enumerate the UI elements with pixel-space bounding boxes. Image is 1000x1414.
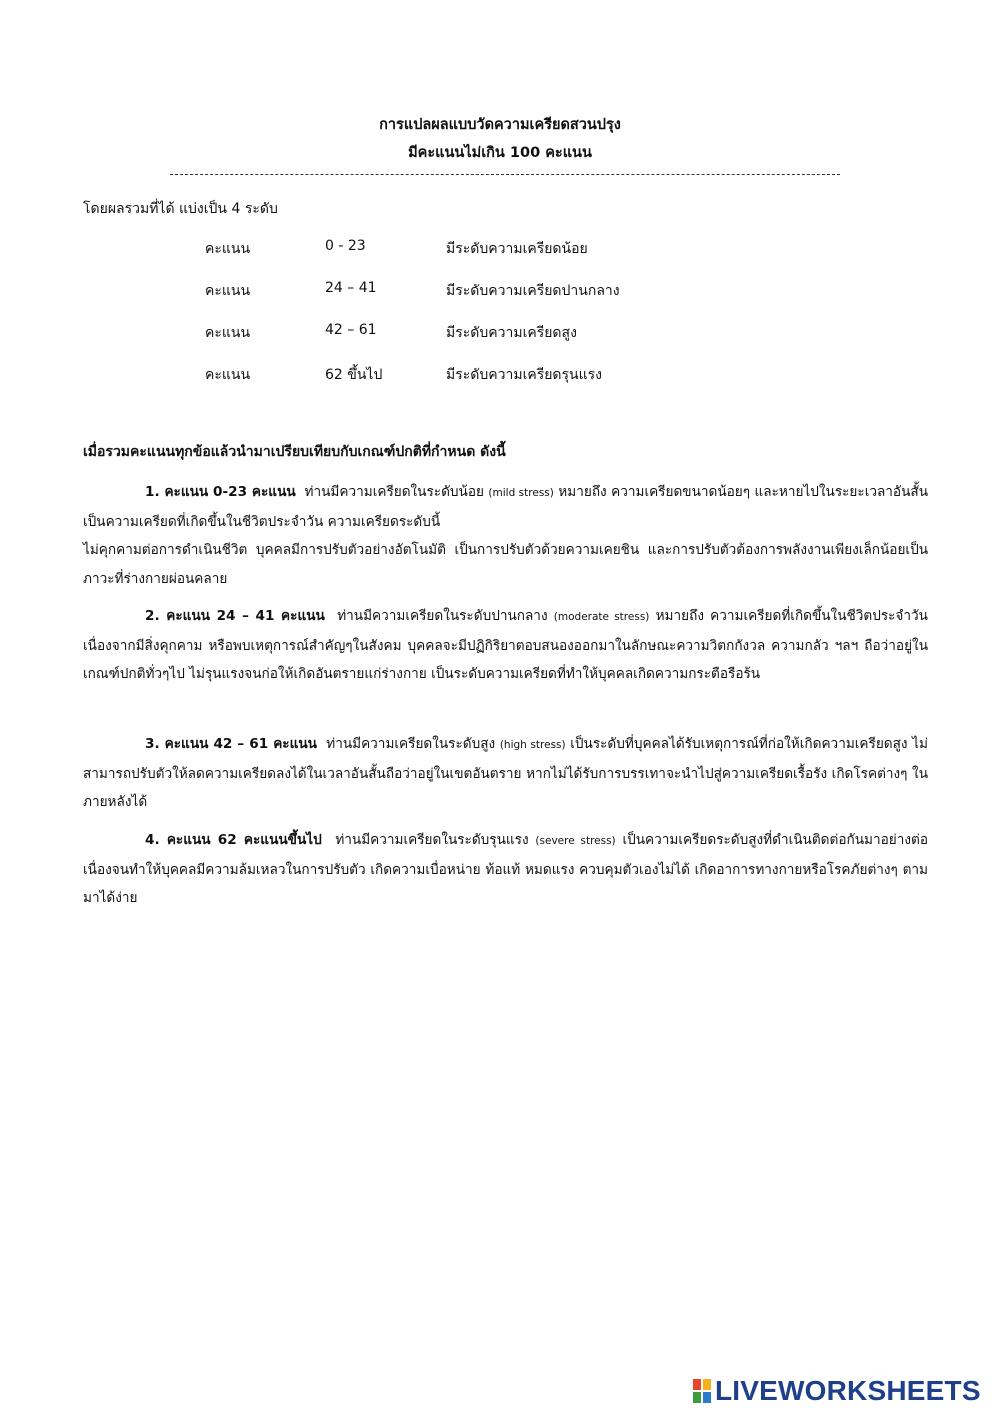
score-level-row [0,322,1000,344]
paragraph-body: หมายถึง ความเครียดที่เกิดขึ้นในชีวิตประจำวันเนื่องจากมีสิ่งคุกคาม หรือพบเหตุการณ์สำคัญๆในสังคม บุคคลจะมีปฏิกิริยาตอบสนองออกมาในลักษณะความวิตกกังวล ความกลัว ฯลฯ ถือว่าอยู่ในเกณฑ์ปกติทั่วๆไป ไม่รุนแรงจนก่อให้เกิดอันตรายแก่ร่างกาย เป็นระดับความเครียดที่ทำให้บุคคลเกิดความกระตือรือร้น [83,608,928,682]
score-level-row [0,364,1000,386]
english-term: (moderate stress) [553,611,650,623]
paragraph-intro: ท่านมีความเครียดในระดับปานกลาง [337,608,548,624]
level-label: คะแนน [205,241,251,257]
score-level-row [0,280,1000,302]
paragraph-lead: 4. คะแนน 62 คะแนนขึ้นไป [145,832,322,848]
section-heading: เมื่อรวมคะแนนทุกข้อแล้วนำมาเปรียบเทียบกับเกณฑ์ปกติที่กำหนด ดังนี้ [83,444,506,460]
paragraph-lead: 3. คะแนน 42 – 61 คะแนน [145,736,317,752]
score-level-row [0,238,1000,260]
level-range: 0 - 23 [325,238,366,254]
logo-blocks-icon [693,1379,711,1403]
level-label: คะแนน [205,367,251,383]
level-meaning: มีระดับความเครียดรุนแรง [446,367,602,383]
logo-block [693,1392,701,1403]
paragraph-intro: ท่านมีความเครียดในระดับน้อย [304,484,484,500]
level-description-1 [83,478,928,593]
paragraph-body-continued: ไม่คุกคามต่อการดำเนินชีวิต บุคคลมีการปรับตัวอย่างอัตโนมัติ เป็นการปรับตัวด้วยความเคยชิน และการปรับตัวต้องการพลังงานเพียงเล็กน้อยเป็นภาวะที่ร่างกายผ่อนคลาย [83,542,928,587]
paragraph-body: เป็นระดับที่บุคคลได้รับเหตุการณ์ที่ก่อให้เกิดความเครียดสูง ไม่สามารถปรับตัวให้ลดความเครียดลงได้ในเวลาอันสั้นถือว่าอยู่ในเขตอันตราย หากไม่ได้รับการบรรเทาจะนำไปสู่ความเครียดเรื้อรัง เกิดโรคต่างๆ ในภายหลังได้ [83,736,928,810]
paragraph-intro: ท่านมีความเครียดในระดับสูง [326,736,496,752]
english-term: (severe stress) [535,835,616,847]
level-description-4 [83,826,928,913]
level-range: 42 – 61 [325,322,377,338]
logo-block [703,1379,711,1390]
level-description-3 [83,730,928,817]
logo-block [703,1392,711,1403]
paragraph-intro: ท่านมีความเครียดในระดับรุนแรง [335,832,529,848]
logo-text: LIVEWORKSHEETS [715,1375,981,1406]
english-term: (mild stress) [488,487,554,499]
level-description-2 [83,602,928,689]
liveworksheets-logo[interactable] [693,1376,981,1406]
level-meaning: มีระดับความเครียดปานกลาง [446,283,620,299]
dashed-divider [170,174,840,175]
level-label: คะแนน [205,325,251,341]
paragraph-lead: 2. คะแนน 24 – 41 คะแนน [145,608,325,624]
level-range: 62 ขึ้นไป [325,367,383,383]
intro-text: โดยผลรวมที่ได้ แบ่งเป็น 4 ระดับ [83,201,278,217]
paragraph-body: หมายถึง ความเครียดขนาดน้อยๆ และหายไปในระยะเวลาอันสั้น เป็นความเครียดที่เกิดขึ้นในชีวิตประจำวัน ความเครียดระดับนี้ [83,484,928,530]
document-subtitle: มีคะแนนไม่เกิน 100 คะแนน [408,145,592,161]
level-range: 24 – 41 [325,280,377,296]
level-label: คะแนน [205,283,251,299]
logo-block [693,1379,701,1390]
level-meaning: มีระดับความเครียดสูง [446,325,577,341]
document-title: การแปลผลแบบวัดความเครียดสวนปรุง [379,117,621,133]
level-meaning: มีระดับความเครียดน้อย [446,241,588,257]
english-term: (high stress) [499,739,566,751]
paragraph-body: เป็นความเครียดระดับสูงที่ดำเนินติดต่อกันมาอย่างต่อเนื่องจนทำให้บุคคลมีความล้มเหลวในการปรับตัว เกิดความเบื่อหน่าย ท้อแท้ หมดแรง ควบคุมตัวเองไม่ได้ เกิดอาการทางกายหรือโรคภัยต่างๆ ตามมาได้ง่าย [83,832,928,906]
paragraph-lead: 1. คะแนน 0-23 คะแนน [145,484,296,500]
